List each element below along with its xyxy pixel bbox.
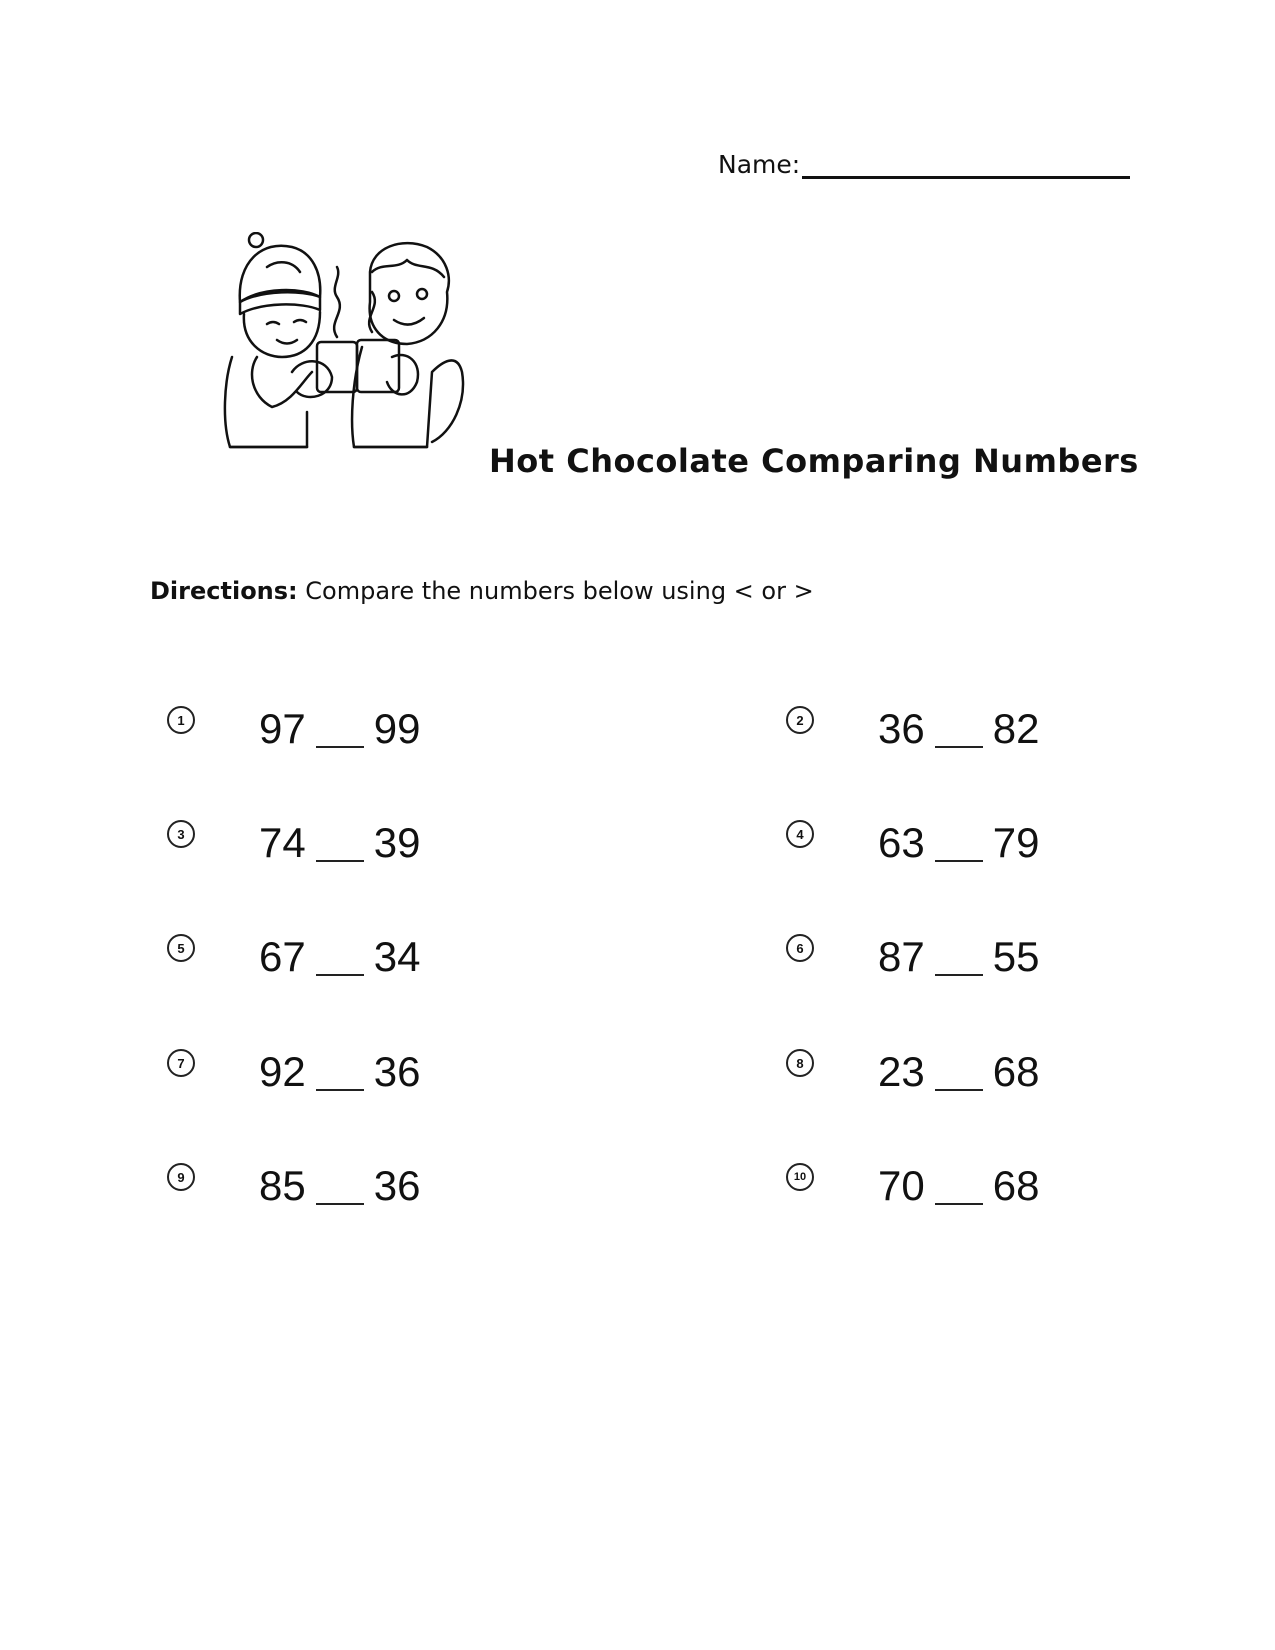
right-number: 68	[992, 1048, 1040, 1095]
comparison-expression	[259, 1162, 421, 1209]
comparison-expression	[878, 1048, 1040, 1095]
answer-blank[interactable]	[316, 745, 364, 748]
directions-text: Compare the numbers below using < or >	[305, 577, 814, 605]
problem-number: 1	[167, 706, 195, 734]
right-number: 79	[992, 819, 1040, 866]
problem-6	[786, 934, 1116, 994]
answer-blank[interactable]	[316, 859, 364, 862]
problem-number: 4	[786, 820, 814, 848]
comparison-expression	[878, 819, 1040, 866]
right-number: 34	[373, 933, 421, 980]
problem-number: 2	[786, 706, 814, 734]
right-number: 99	[373, 705, 421, 752]
comparison-expression	[878, 705, 1040, 752]
right-number: 36	[373, 1162, 421, 1209]
problem-5	[167, 934, 497, 994]
two-children-with-hot-chocolate-icon	[222, 232, 492, 472]
left-number: 67	[259, 933, 306, 980]
problem-number: 5	[167, 934, 195, 962]
problem-number: 9	[167, 1163, 195, 1191]
right-number: 68	[992, 1162, 1040, 1209]
name-field	[718, 150, 1130, 179]
problem-number: 3	[167, 820, 195, 848]
answer-blank[interactable]	[935, 859, 983, 862]
comparison-expression	[259, 933, 421, 980]
problem-8	[786, 1049, 1116, 1109]
comparison-expression	[259, 819, 421, 866]
problem-number: 10	[786, 1163, 814, 1191]
right-number: 39	[373, 819, 421, 866]
right-number: 36	[373, 1048, 421, 1095]
answer-blank[interactable]	[316, 973, 364, 976]
problem-number: 7	[167, 1049, 195, 1077]
left-number: 36	[878, 705, 925, 752]
problem-9	[167, 1163, 497, 1223]
left-number: 87	[878, 933, 925, 980]
answer-blank[interactable]	[935, 745, 983, 748]
problem-1	[167, 706, 497, 766]
left-number: 92	[259, 1048, 306, 1095]
answer-blank[interactable]	[316, 1202, 364, 1205]
name-line[interactable]	[802, 150, 1130, 179]
problem-4	[786, 820, 1116, 880]
comparison-expression	[259, 705, 421, 752]
comparison-expression	[878, 933, 1040, 980]
answer-blank[interactable]	[935, 1088, 983, 1091]
left-number: 23	[878, 1048, 925, 1095]
left-number: 97	[259, 705, 306, 752]
left-number: 74	[259, 819, 306, 866]
left-number: 70	[878, 1162, 925, 1209]
right-number: 82	[992, 705, 1040, 752]
right-number: 55	[992, 933, 1040, 980]
problem-number: 8	[786, 1049, 814, 1077]
problem-2	[786, 706, 1116, 766]
problem-3	[167, 820, 497, 880]
problem-7	[167, 1049, 497, 1109]
page-title: Hot Chocolate Comparing Numbers	[489, 442, 1139, 480]
problem-10	[786, 1163, 1116, 1223]
problem-number: 6	[786, 934, 814, 962]
left-number: 63	[878, 819, 925, 866]
left-number: 85	[259, 1162, 306, 1209]
answer-blank[interactable]	[935, 1202, 983, 1205]
name-label: Name:	[718, 150, 801, 179]
directions-label: Directions:	[150, 577, 298, 605]
comparison-expression	[878, 1162, 1040, 1209]
comparison-expression	[259, 1048, 421, 1095]
answer-blank[interactable]	[935, 973, 983, 976]
directions	[150, 577, 814, 605]
answer-blank[interactable]	[316, 1088, 364, 1091]
